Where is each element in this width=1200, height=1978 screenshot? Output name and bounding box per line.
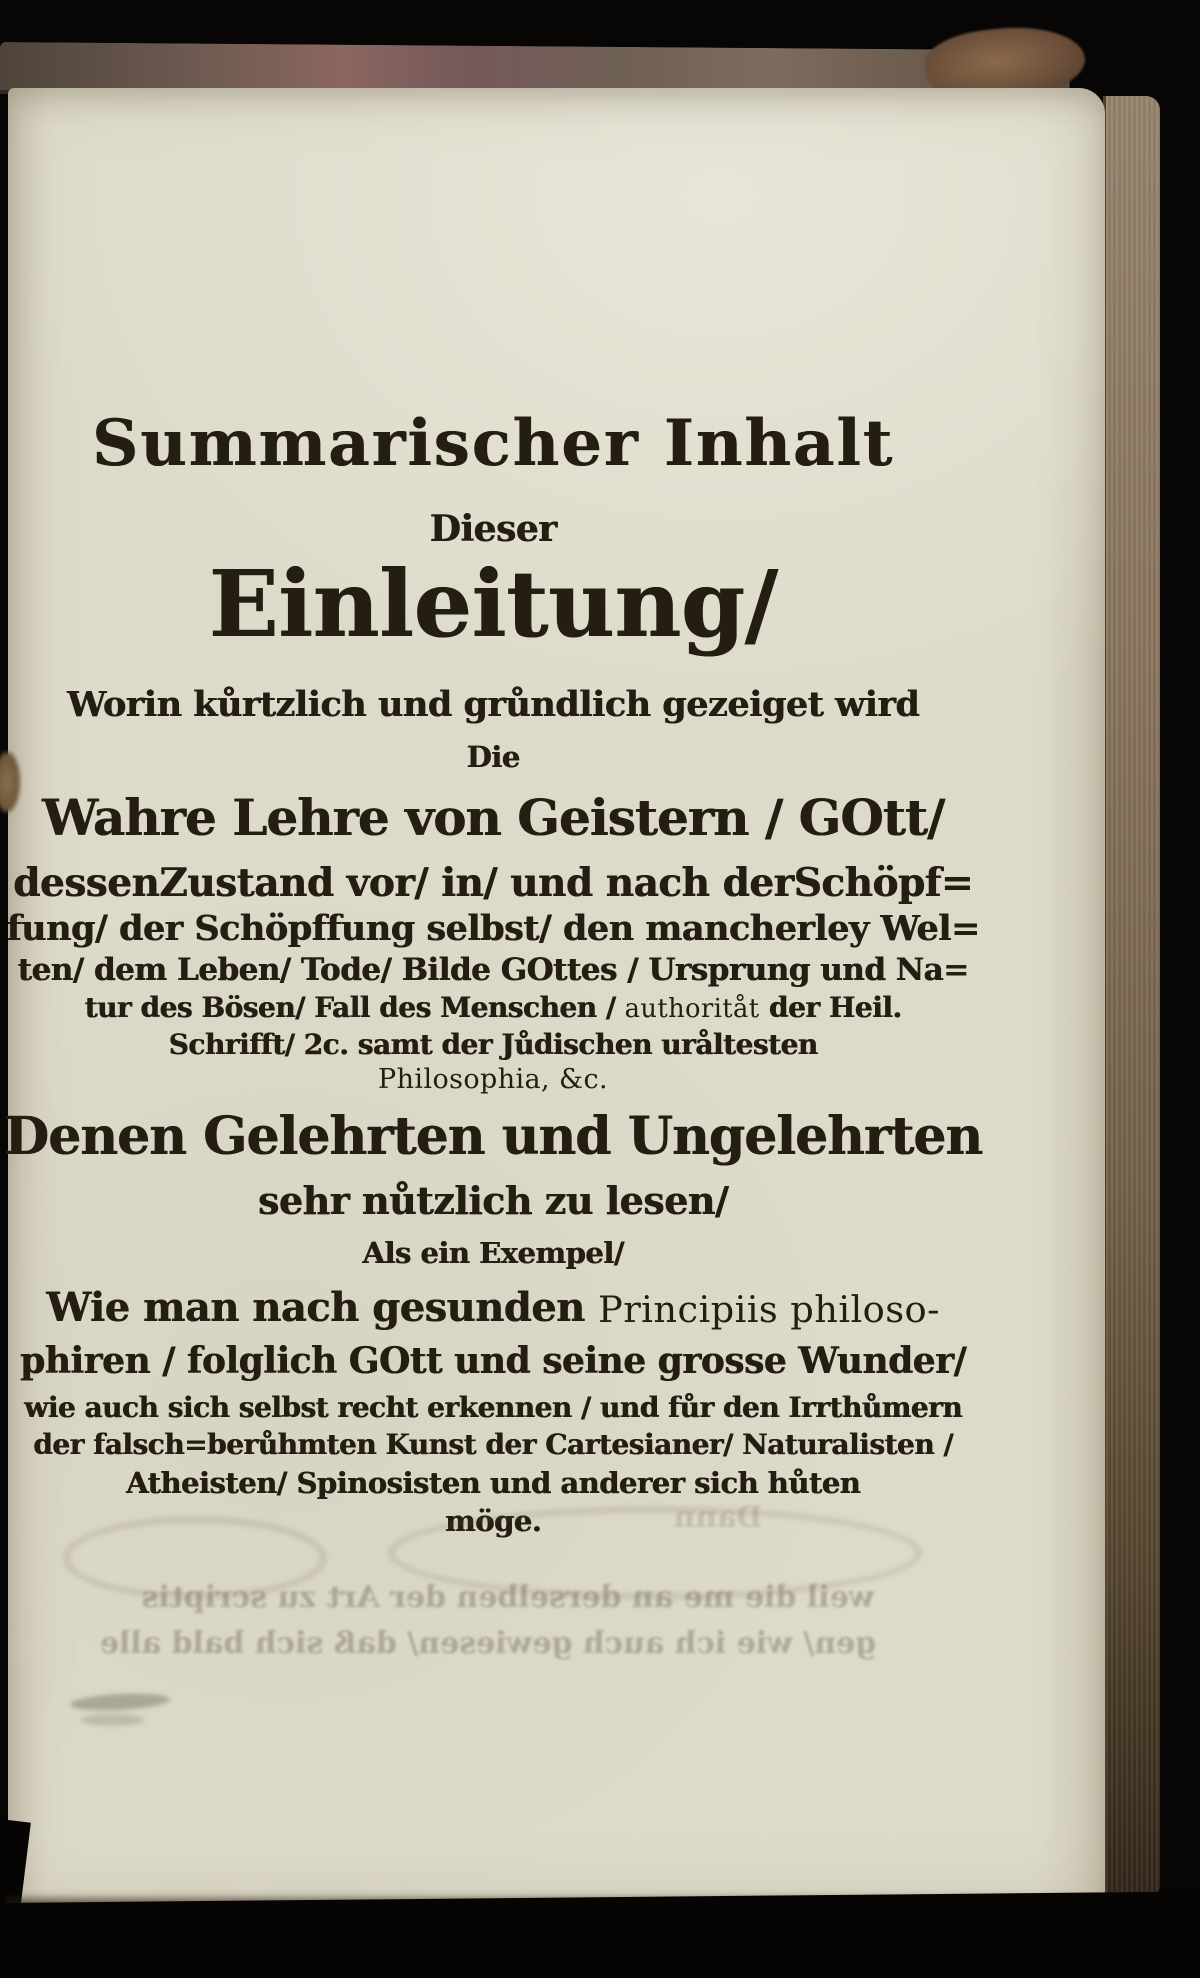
showthrough-line-1: Dann <box>673 1500 763 1535</box>
purpose-line-1 <box>46 1284 940 1331</box>
purpose-line-2: phiren / folglich GOtt und seine grosse Wunder/ <box>19 1340 967 1382</box>
audience-line-1: Denen Gelehrten und Ungelehrten <box>3 1106 983 1167</box>
book-page <box>3 88 1105 1905</box>
purpose-line-1-roman: Principiis philoso- <box>598 1288 940 1331</box>
subject-line-4-end: der Heil. <box>759 991 902 1024</box>
purpose-line-5: Atheisten/ Spinosisten und anderer sich hůten <box>125 1466 861 1500</box>
subject-line-4-fraktur: tur des Bösen/ Fall des Menschen / <box>84 991 625 1024</box>
showthrough-line-2: weil die me an derselben der Art zu scriptis <box>141 1580 875 1615</box>
purpose-line-6: möge. <box>444 1504 542 1538</box>
pencil-smudge-2 <box>80 1714 144 1726</box>
subject-line-4-roman: authoritåt <box>624 994 760 1024</box>
heading-line-3: Einleitung/ <box>208 550 778 658</box>
background-bottom <box>0 1891 1200 1978</box>
subject-line-3: ten/ dem Leben/ Tode/ Bilde GOttes / Ursprung und Na= <box>17 952 969 988</box>
book-fore-edge <box>1103 96 1160 1896</box>
subject-line-2: fung/ der Schöpffung selbst/ den mancherley Wel= <box>6 908 980 949</box>
main-title-line: Wahre Lehre von Geistern / GOtt/ <box>41 788 945 847</box>
subject-line-4 <box>53 991 933 1024</box>
subject-line-1: dessenZustand vor/ in/ und nach derSchöpf= <box>13 860 973 906</box>
subheading-line-2: Die <box>466 740 520 774</box>
subject-line-6-roman: Philosophia, &c. <box>378 1064 608 1095</box>
subheading-line-1: Worin kůrtzlich und grůndlich gezeiget wird <box>66 684 920 725</box>
purpose-line-3: wie auch sich selbst recht erkennen / und fůr den Irrthůmern <box>23 1391 963 1424</box>
purpose-line-1-fraktur: Wie man nach gesunden <box>46 1284 599 1331</box>
subject-line-5: Schrifft/ 2c. samt der Jůdischen uråltesten <box>168 1028 818 1061</box>
showthrough-line-3: gen/ wie ich auch gewiesen/ daß sich bald alle <box>99 1626 877 1661</box>
pencil-smudge-1 <box>70 1691 171 1712</box>
heading-line-2: Dieser <box>429 508 557 550</box>
audience-line-2: sehr nůtzlich zu lesen/ <box>257 1178 729 1223</box>
purpose-line-4: der falsch=berůhmten Kunst der Cartesianer/ Naturalisten / <box>33 1428 953 1461</box>
audience-line-3: Als ein Exempel/ <box>362 1236 624 1270</box>
heading-line-1: Summarischer Inhalt <box>91 406 895 481</box>
